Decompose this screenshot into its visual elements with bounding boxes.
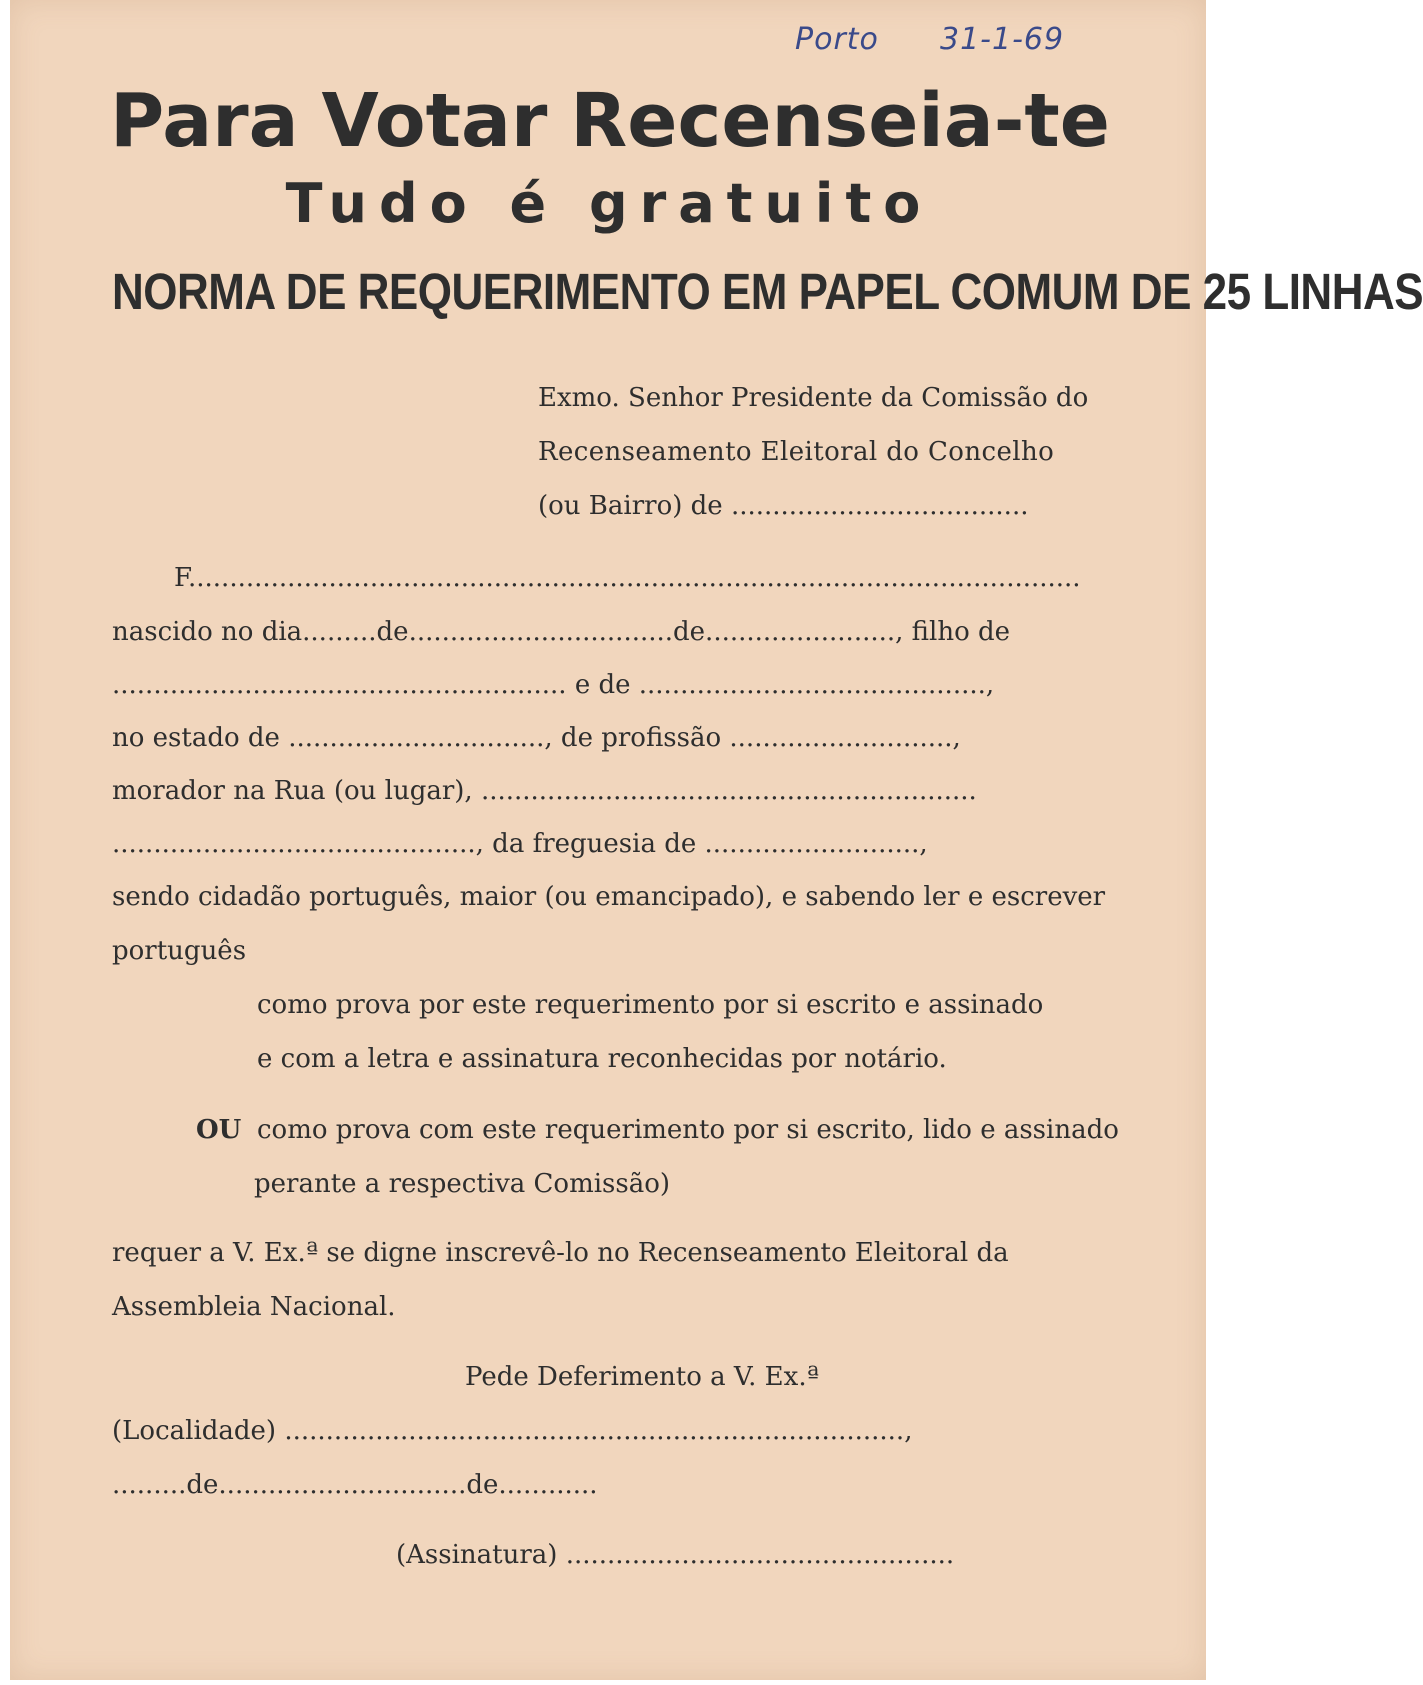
field-data: .........de..............................de............	[112, 1470, 598, 1500]
field-localidade: (Localidade) ...........................................................................,	[112, 1416, 913, 1446]
text-prova-2a: como prova com este requerimento por si escrito, lido e assinado	[257, 1115, 1119, 1145]
text-prova-1a: como prova por este requerimento por si escrito e assinado	[257, 990, 1044, 1020]
text-prova-1b: e com a letra e assinatura reconhecidas por notário.	[257, 1044, 947, 1074]
text-requer-2: Assembleia Nacional.	[112, 1292, 396, 1322]
text-sendo: sendo cidadão português, maior (ou emancipado), e sabendo ler e escrever	[112, 882, 1106, 912]
address-line-3: (ou Bairro) de ....................................	[538, 491, 1029, 521]
field-f: F............................................................................................................	[174, 563, 1081, 593]
text-ou: OU	[196, 1115, 242, 1145]
field-freguesia: ............................................, da freguesia de ..........................,	[112, 829, 928, 859]
field-nascido: nascido no dia.........de................................de......................., filho de	[112, 617, 1011, 647]
field-pais: ....................................................... e de ..........................................,	[112, 670, 995, 700]
text-requer-1: requer a V. Ex.ª se digne inscrevê-lo no Recenseamento Eleitoral da	[112, 1238, 1009, 1268]
title-word-2: Votar	[321, 78, 548, 164]
norma-heading: NORMA DE REQUERIMENTO EM PAPEL COMUM DE 25 LINHAS	[112, 264, 1423, 321]
text-pede-deferimento: Pede Deferimento a V. Ex.ª	[465, 1362, 819, 1392]
text-portugues: português	[112, 936, 247, 966]
text-prova-2b: perante a respectiva Comissão)	[254, 1169, 671, 1199]
address-line-2: Recenseamento Eleitoral do Concelho	[538, 437, 1055, 467]
address-line-1: Exmo. Senhor Presidente da Comissão do	[538, 383, 1089, 413]
title-word-3: Recenseia-te	[570, 78, 1110, 164]
field-estado: no estado de ..............................., de profissão ...........................,	[112, 723, 961, 753]
field-morador: morador na Rua (ou lugar), ............................................................	[112, 776, 977, 806]
main-title	[110, 78, 1110, 164]
subtitle: Tudo é gratuito	[285, 172, 933, 235]
field-assinatura: (Assinatura) ...............................................	[396, 1540, 955, 1570]
title-word-1: Para	[110, 78, 299, 164]
handwritten-place: Porto	[795, 22, 879, 57]
handwritten-date: 31-1-69	[940, 22, 1065, 57]
